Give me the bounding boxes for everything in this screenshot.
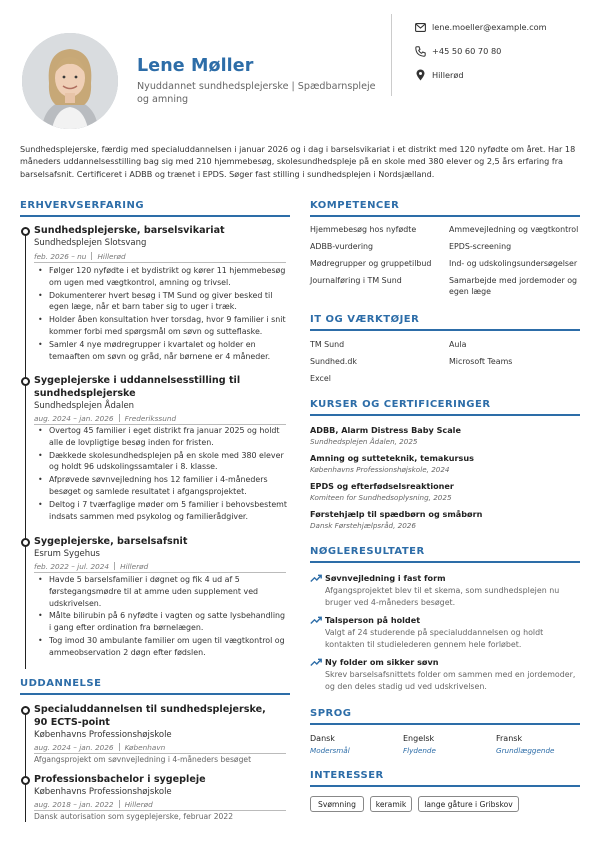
trend-up-icon (310, 657, 322, 667)
language-level: Modersmål (310, 746, 350, 755)
course-issuer: Komiteen for Sundhedsoplysning, 2025 (310, 493, 452, 502)
profile-photo (22, 33, 118, 129)
education-divider (34, 753, 286, 754)
course-name: ADBB, Alarm Distress Baby Scale (310, 425, 461, 435)
list-item: • Deltog i 7 tværfaglige møder om 5 familier i behovsbestemt indsats sammen med psykolog og familierådgiver. (34, 499, 288, 523)
course-name: Førstehjælp til spædbørn og småbørn (310, 509, 483, 519)
interest-tag: lange gåture i Gribskov (418, 796, 519, 812)
language-name: Engelsk (403, 734, 435, 743)
skill-item: Ind- og udskolingsundersøgelser (449, 259, 578, 268)
candidate-name: Lene Møller (137, 56, 254, 76)
result-title: Talsperson på holdet (325, 615, 421, 625)
section-rule-interests (310, 785, 580, 787)
header-divider (391, 14, 392, 96)
section-rule-experience (20, 215, 290, 217)
list-item: • Holder åben konsultation hver torsdag, hvor 9 familier i snit kommer forbi med spørgsmål om søvn og sutteflaske. (34, 314, 288, 338)
mail-icon (414, 21, 426, 33)
language-level: Grundlæggende (496, 746, 555, 755)
job-title: Sygeplejerske i uddannelsesstilling til sundhedsplejerske (34, 375, 241, 399)
list-item: • Målte bilirubin på 6 nyfødte i vagten og satte lysbehandling i gang efter ordination fra børnelægen. (34, 610, 288, 634)
trend-up-icon (310, 615, 322, 625)
language-level: Flydende (403, 746, 436, 755)
section-title-skills: KOMPETENCER (310, 200, 400, 211)
tool-item: Sundhed.dk (310, 357, 357, 366)
section-title-courses: KURSER OG CERTIFICERINGER (310, 399, 491, 410)
profile-summary: Sundhedsplejerske, færdig med specialuddannelsen i januar 2026 og i dag i barselsvikariat i et distrikt med 120 nyfødte om året. Har 18 måneders uddannelsesstilling bag sig med 210 hjemmebesøg, skolesundhedspleje på en skole med 380 elever og 2,5 års erfaring fra barselsafsnit. Certificeret i ADBB og trænet i EPDS. Søger fast stilling i sundhedsplejen i Nordsjælland. (20, 144, 576, 179)
skill-item: Samarbejde med jordemoder og egen læge (449, 276, 578, 297)
section-rule-results (310, 561, 580, 563)
job-period: aug. 2024 – jan. 2026 (34, 414, 114, 423)
skill-item: Journalføring i TM Sund (310, 276, 402, 285)
job-employer: Sundhedsplejen Slotsvang (34, 238, 147, 248)
section-title-education: UDDANNELSE (20, 678, 102, 689)
list-item: • Samler 4 nye mødregrupper i kvartalet og holder en temaaften om søvn og gråd, når børnene er 4 måneder. (34, 339, 288, 363)
job-period: feb. 2026 – nu (34, 252, 87, 261)
list-item: • Dokumenterer hvert besøg i TM Sund og giver besked til egen læge, når et barn taber sig to uger i træk. (34, 290, 288, 314)
course-name: EPDS og efterfødselsreaktioner (310, 481, 454, 491)
job-bullets (34, 425, 288, 523)
interest-tag: keramik (370, 796, 412, 812)
section-title-tools: IT OG VÆRKTØJER (310, 314, 420, 325)
job-bullets (34, 574, 288, 660)
job-place: Frederikssund (124, 414, 177, 423)
result-description: Afgangsprojektet blev til et skema, som sundhedsplejen nu bruger ved 4-måneders besøget. (325, 586, 560, 608)
section-title-results: NØGLERESULTATER (310, 546, 425, 557)
job-title: Sundhedsplejerske, barselsvikariat (34, 225, 225, 236)
job-employer: Esrum Sygehus (34, 549, 100, 559)
skill-item: EPDS-screening (449, 242, 512, 251)
education-title: Professionsbachelor i sygepleje (34, 774, 206, 785)
contact-location (414, 69, 464, 81)
section-rule-skills (310, 215, 580, 217)
tool-item: Excel (310, 374, 331, 383)
education-period: aug. 2018 – jan. 2022 (34, 800, 114, 809)
education-school: Københavns Professionshøjskole (34, 730, 172, 740)
section-rule-education (20, 693, 290, 695)
contact-phone[interactable] (414, 45, 501, 57)
timeline-dot (21, 377, 30, 386)
job-title: Sygeplejerske, barselsafsnit (34, 536, 188, 547)
education-title: Specialuddannelsen til sundhedsplejerske, 90 ECTS-point (34, 704, 266, 728)
education-meta (34, 743, 165, 752)
timeline-dot (21, 706, 30, 715)
contact-email-text: lene.moeller@example.com (432, 22, 547, 32)
result-title: Ny folder om sikker søvn (325, 657, 439, 667)
result-title: Søvnvejledning i fast form (325, 573, 446, 583)
education-place: København (124, 743, 166, 752)
result-description: Skrev barselsafsnittets folder om sammen med en jordemoder, og den deles stadig ud ved udskrivelsen. (325, 670, 576, 692)
education-timeline (25, 710, 26, 822)
job-place: Hillerød (120, 562, 149, 571)
job-meta (34, 562, 148, 571)
candidate-subtitle: Nyuddannet sundhedsplejerske | Spædbarnspleje og amning (137, 81, 376, 105)
timeline-dot (21, 776, 30, 785)
section-title-experience: ERHVERVSERFARING (20, 200, 145, 211)
language-name: Dansk (310, 734, 335, 743)
list-item: • Afprøvede søvnvejledning hos 12 familier i 4-måneders besøget og samlede resultatet i afgangsprojektet. (34, 474, 288, 498)
tool-item: Microsoft Teams (449, 357, 513, 366)
job-meta (34, 414, 176, 423)
job-divider (34, 572, 286, 573)
skill-item: Mødregrupper og gruppetilbud (310, 259, 432, 268)
education-divider (34, 810, 286, 811)
education-place: Hillerød (124, 800, 153, 809)
list-item: • Dækkede skolesundhedsplejen på en skole med 380 elever og holdt 96 udskolingssamtaler i 8. klasse. (34, 450, 288, 474)
education-note: Afgangsprojekt om søvnvejledning i 4-måneders besøget (34, 755, 252, 764)
skill-item: ADBB-vurdering (310, 242, 374, 251)
education-meta (34, 800, 153, 809)
section-title-languages: SPROG (310, 708, 352, 719)
section-rule-tools (310, 329, 580, 331)
job-bullets (34, 265, 288, 363)
list-item: • Følger 120 nyfødte i et bydistrikt og kører 11 hjemmebesøg om ugen med vægtkontrol, amning og trivsel. (34, 265, 288, 289)
result-description: Valgt af 24 studerende på specialuddannelsen og holdt kontakten til studielederen gennem hele forløbet. (325, 628, 544, 650)
section-rule-languages (310, 723, 580, 725)
course-name: Amning og sutteteknik, temakursus (310, 453, 474, 463)
resume-header (0, 0, 600, 130)
course-issuer: Københavns Professionshøjskole, 2024 (310, 465, 450, 474)
tool-item: TM Sund (310, 340, 345, 349)
skill-item: Ammevejledning og vægtkontrol (449, 225, 579, 234)
trend-up-icon (310, 573, 322, 583)
location-pin-icon (414, 69, 426, 81)
tool-item: Aula (449, 340, 467, 349)
job-divider (34, 262, 286, 263)
interest-tag: Svømning (310, 796, 364, 812)
phone-icon (414, 45, 426, 57)
contact-location-text: Hillerød (432, 70, 464, 80)
education-school: Københavns Professionshøjskole (34, 787, 172, 797)
job-place: Hillerød (97, 252, 126, 261)
education-note: Dansk autorisation som sygeplejerske, februar 2022 (34, 812, 234, 821)
job-employer: Sundhedsplejen Ådalen (34, 401, 135, 411)
skill-item: Hjemmebesøg hos nyfødte (310, 225, 417, 234)
list-item: • Tog imod 30 ambulante familier om ugen til vægtkontrol og ammeobservation 2 døgn efter fødslen. (34, 635, 288, 659)
course-issuer: Dansk Førstehjælpsråd, 2026 (310, 521, 416, 530)
job-period: feb. 2022 – jul. 2024 (34, 562, 110, 571)
experience-timeline (25, 232, 26, 669)
portrait-image (22, 33, 118, 129)
section-rule-courses (310, 414, 580, 416)
timeline-dot (21, 538, 30, 547)
education-period: aug. 2024 – jan. 2026 (34, 743, 114, 752)
timeline-dot (21, 227, 30, 236)
job-meta (34, 252, 126, 261)
list-item: • Overtog 45 familier i eget distrikt fra januar 2025 og holdt alle de lovpligtige besøg inden for fristen. (34, 425, 288, 449)
list-item: • Havde 5 barselsfamilier i døgnet og fik 4 ud af 5 førstegangsmødre til at amme uden supplement ved udskrivelsen. (34, 574, 288, 609)
section-title-interests: INTERESSER (310, 770, 384, 781)
language-name: Fransk (496, 734, 523, 743)
course-issuer: Sundhedsplejen Ådalen, 2025 (310, 437, 418, 446)
contact-phone-text: +45 50 60 70 80 (432, 46, 502, 56)
contact-email[interactable] (414, 21, 547, 33)
